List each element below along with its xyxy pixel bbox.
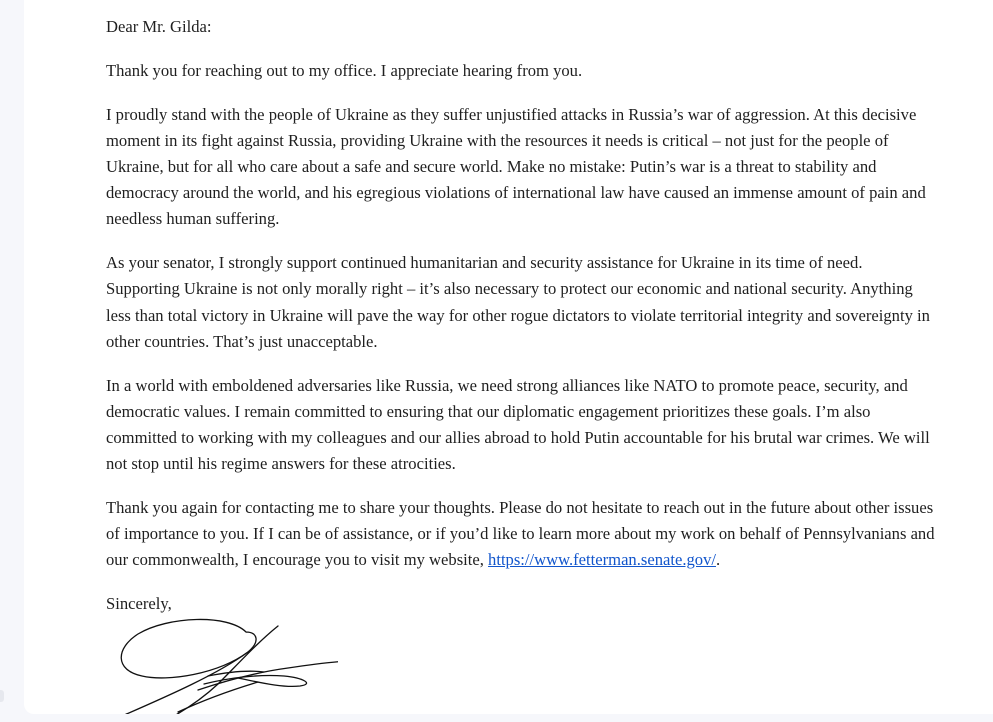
letter-paragraph-1: Thank you for reaching out to my office. I appreciate hearing from you. [106,60,583,80]
closing-paragraph-text: Thank you again for contacting me to share your thoughts. Please do not hesitate to reach out in the future about other issues of importance to you. If I can be of assistance, or if you’d like to learn more about my work on behalf of Pennsylvanians and our commonwealth, I encourage you to visit my website, [106,498,935,570]
bottom-margin-strip [24,714,993,722]
handwritten-signature [108,612,338,714]
letter-signoff: Sincerely, [106,594,172,614]
letter-page [24,0,993,714]
closing-paragraph-period: . [715,550,721,570]
edge-marker [0,690,4,702]
letter-body [106,14,936,635]
letter-paragraph-2: I proudly stand with the people of Ukraine as they suffer unjustified attacks in Russia’s war of aggression. At this decisive moment in its fight against Russia, providing Ukraine with the resources it needs is critical – not just for the people of Ukraine, but for all who care about a safe and secure world. Make no mistake: Putin’s war is a threat to stability and democracy around the world, and his egregious violations of international law have caused an immense amount of pain and needless human suffering. [106,104,926,229]
letter-paragraph-4: In a world with emboldened adversaries like Russia, we need strong alliances like NATO to promote peace, security, and democratic values. I remain committed to ensuring that our diplomatic engagement prioritizes these goals. I’m also committed to working with my colleagues and our allies abroad to hold Putin accountable for his brutal war crimes. We will not stop until his regime answers for these atrocities. [106,375,930,474]
letter-closing-paragraph [106,495,936,574]
website-link[interactable]: https://www.fetterman.senate.gov/ [488,550,716,570]
letter-salutation: Dear Mr. Gilda: [106,17,212,36]
letter-paragraph-3: As your senator, I strongly support continued humanitarian and security assistance for Ukraine in its time of need. Supporting Ukraine is not only morally right – it’s also necessary to protect our economic and national security. Anything less than total victory in Ukraine will pave the way for other rogue dictators to violate territorial integrity and sovereignty in other countries. That’s just unacceptable. [106,253,930,351]
left-margin-strip [0,0,24,722]
